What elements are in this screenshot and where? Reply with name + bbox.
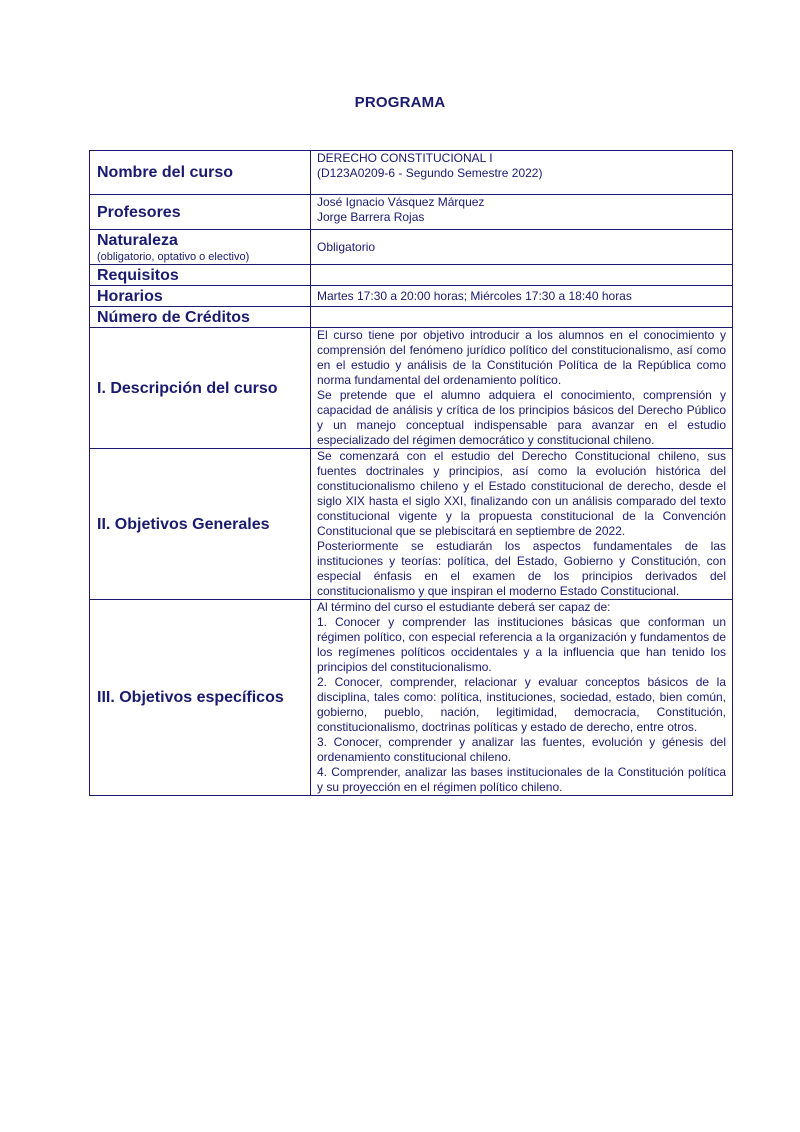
professor-2: Jorge Barrera Rojas [317,210,425,224]
naturaleza-title: Naturaleza [97,231,178,249]
course-code: (D123A0209-6 - Segundo Semestre 2022) [317,166,543,180]
value-requisitos [311,265,733,286]
generales-p2: Posteriormente se estudiarán los aspectos fundamentales de las instituciones y teorías: política, del Estado, Gobierno y Constitución, con especial énfasis en el examen de los principios derivados del constitucionalismo y que inspiran el moderno Estado Constitucional. [317,539,726,598]
label-requisitos: Requisitos [90,265,311,286]
label-generales: II. Objetivos Generales [90,449,311,600]
row-creditos [90,307,733,328]
row-descripcion [90,328,733,449]
value-descripcion [311,328,733,449]
row-naturaleza [90,230,733,265]
descripcion-p1: El curso tiene por objetivo introducir a los alumnos en el conocimiento y comprensión del fenómeno jurídico político del constitucionalismo, así como en el estudio y análisis de la Constitución Política de la República como norma fundamental del ordenamiento político. [317,328,726,387]
label-nombre: Nombre del curso [90,151,311,195]
especificos-item: 2. Conocer, comprender, relacionar y evaluar conceptos básicos de la disciplina, tales como: política, instituciones, sociedad, estado, bien común, gobierno, pueblo, nación, legitimidad, democracia, Constitución, constitucionalismo, doctrinas políticas y estado de derecho, entre otros. [317,675,726,734]
label-naturaleza [90,230,311,265]
value-generales [311,449,733,600]
course-name: DERECHO CONSTITUCIONAL I [317,151,493,165]
row-generales [90,449,733,600]
professor-1: José Ignacio Vásquez Márquez [317,195,485,209]
label-profesores: Profesores [90,195,311,230]
program-table [89,150,733,796]
value-naturaleza: Obligatorio [311,230,733,265]
row-horarios [90,286,733,307]
value-profesores [311,195,733,230]
naturaleza-sublabel: (obligatorio, optativo o electivo) [97,250,250,263]
value-especificos [311,600,733,796]
row-profesores [90,195,733,230]
row-nombre [90,151,733,195]
especificos-item: 3. Conocer, comprender y analizar las fuentes, evolución y génesis del ordenamiento constitucional chileno. [317,735,726,764]
label-horarios: Horarios [90,286,311,307]
especificos-item: 1. Conocer y comprender las instituciones básicas que conforman un régimen político, con especial referencia a la organización y fundamentos de los regímenes políticos occidentales y a la influencia que han tenido los principios del constitucionalismo. [317,615,726,674]
value-horarios: Martes 17:30 a 20:00 horas; Miércoles 17:30 a 18:40 horas [311,286,733,307]
label-creditos: Número de Créditos [90,307,311,328]
value-creditos [311,307,733,328]
page-title: PROGRAMA [354,94,446,111]
row-especificos [90,600,733,796]
generales-p1: Se comenzará con el estudio del Derecho Constitucional chileno, sus fuentes doctrinales y principios, así como la evolución histórica del constitucionalismo chileno y el Estado constitucional de derecho, desde el siglo XIX hasta el siglo XXI, finalizando con un análisis comparado del texto constitucional vigente y la propuesta constitucional de la Convención Constitucional que se plebiscitará en septiembre de 2022. [317,449,726,538]
descripcion-p2: Se pretende que el alumno adquiera el conocimiento, comprensión y capacidad de análisis y crítica de los principios básicos del Derecho Público y un manejo conceptual indispensable para avanzar en el estudio especializado del régimen democrático y constitucional chileno. [317,388,726,447]
label-descripcion: I. Descripción del curso [90,328,311,449]
value-nombre [311,151,733,195]
label-especificos: III. Objetivos específicos [90,600,311,796]
especificos-item: 4. Comprender, analizar las bases institucionales de la Constitución política y su proyección en el régimen político chileno. [317,765,726,794]
especificos-intro: Al término del curso el estudiante deberá ser capaz de: [317,600,611,614]
row-requisitos [90,265,733,286]
